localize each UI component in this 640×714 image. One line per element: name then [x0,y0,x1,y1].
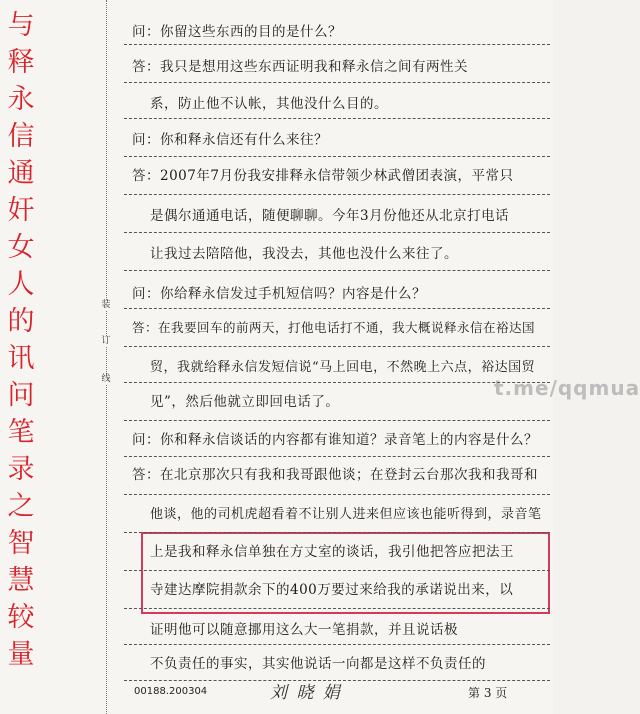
transcript-line: 上是我和释永信单独在方丈室的谈话，我引他把答应把法王 [150,544,514,560]
ruled-line [124,494,550,495]
ruled-line [124,420,550,421]
transcript-line: 是偶尔通通电话，随便聊聊。今年3月份他还从北京打电话 [150,208,510,224]
caption-char: 之 [7,491,35,522]
ruled-line [124,382,550,383]
caption-char: 录 [7,454,35,485]
transcript-line: 问：你和释永信谈话的内容都有谁知道？录音笔上的内容是什么？ [132,432,538,448]
side-caption [0,0,42,714]
transcript-line: 答：2007年7月份我安排释永信带领少林武僧团表演，平常只 [132,168,514,184]
transcript-line: 不负责任的事实，其实他说话一向都是这样不负责任的 [150,656,486,672]
ruled-line [124,532,550,533]
ruled-line [124,570,550,571]
caption-char: 人 [7,269,35,300]
caption-char: 讯 [7,343,35,374]
document-code: 00188.200304 [134,686,208,697]
transcript-line: 贸，我就给释永信发短信说“马上回电，不然晚上六点，裕达国贸 [150,360,536,375]
transcript-line: 答：我只是想用这些东西证明我和释永信之间有两性关 [132,59,468,75]
ruled-line [124,346,550,347]
caption-char: 与 [7,10,35,41]
transcript-line: 寺建达摩院捐款余下的400万要过来给我的承诺说出来，以 [150,582,514,598]
transcript-line: 证明他可以随意挪用这么大一笔捐款，并且说话极 [150,622,458,638]
caption-char: 奸 [7,195,35,226]
transcript-line: 系，防止他不认帐，其他没什么目的。 [150,96,388,112]
ruled-line [124,232,550,233]
ruled-line [124,644,550,645]
ruled-line [124,608,550,609]
caption-char: 释 [7,47,35,78]
binding-line [106,0,107,714]
transcript-line: 问：你留这些东西的目的是什么？ [132,24,342,40]
caption-char: 女 [7,232,35,263]
transcript-line: 他谈，他的司机虎超看着不让别人进来但应该也能听得到，录音笔 [150,507,542,522]
caption-char: 问 [7,380,35,411]
caption-char: 通 [7,158,35,189]
transcript-line: 让我过去陪陪他，我没去，其他也没什么来往了。 [150,246,458,262]
ruled-line [124,118,550,119]
transcript-line: 见”，然后他就立即回电话了。 [150,394,340,410]
caption-char: 量 [7,639,35,670]
ruled-line [124,44,550,45]
ruled-line [124,156,550,157]
caption-char: 慧 [7,565,35,596]
ruled-line [124,456,550,457]
ruled-line [124,194,550,195]
ruled-line [124,270,550,271]
caption-char: 永 [7,84,35,115]
transcript-line: 答：在我要回车的前两天，打他电话打不通，我大概说释永信在裕达国 [132,320,536,335]
transcript-line: 答：在北京那次只有我和我哥跟他谈；在登封云台那次我和我哥和 [132,467,538,483]
binding-mark: 线 [101,374,111,384]
caption-char: 智 [7,528,35,559]
caption-char: 的 [7,306,35,337]
transcript-page [42,0,640,714]
watermark: t.me/qqmua [494,376,640,400]
caption-char: 信 [7,121,35,152]
transcript-line: 问：你给释永信发过手机短信吗？内容是什么？ [132,286,426,302]
ruled-line [124,680,550,681]
binding-mark: 装 [101,300,111,310]
ruled-line [124,308,550,309]
page-number: 第 3 页 [468,686,508,700]
binding-mark: 订 [101,336,111,346]
caption-char: 较 [7,602,35,633]
transcript-line: 问：你和释永信还有什么来往？ [132,132,328,148]
caption-char: 笔 [7,417,35,448]
signature: 刘 晓 娟 [270,683,342,703]
ruled-line [124,82,550,83]
